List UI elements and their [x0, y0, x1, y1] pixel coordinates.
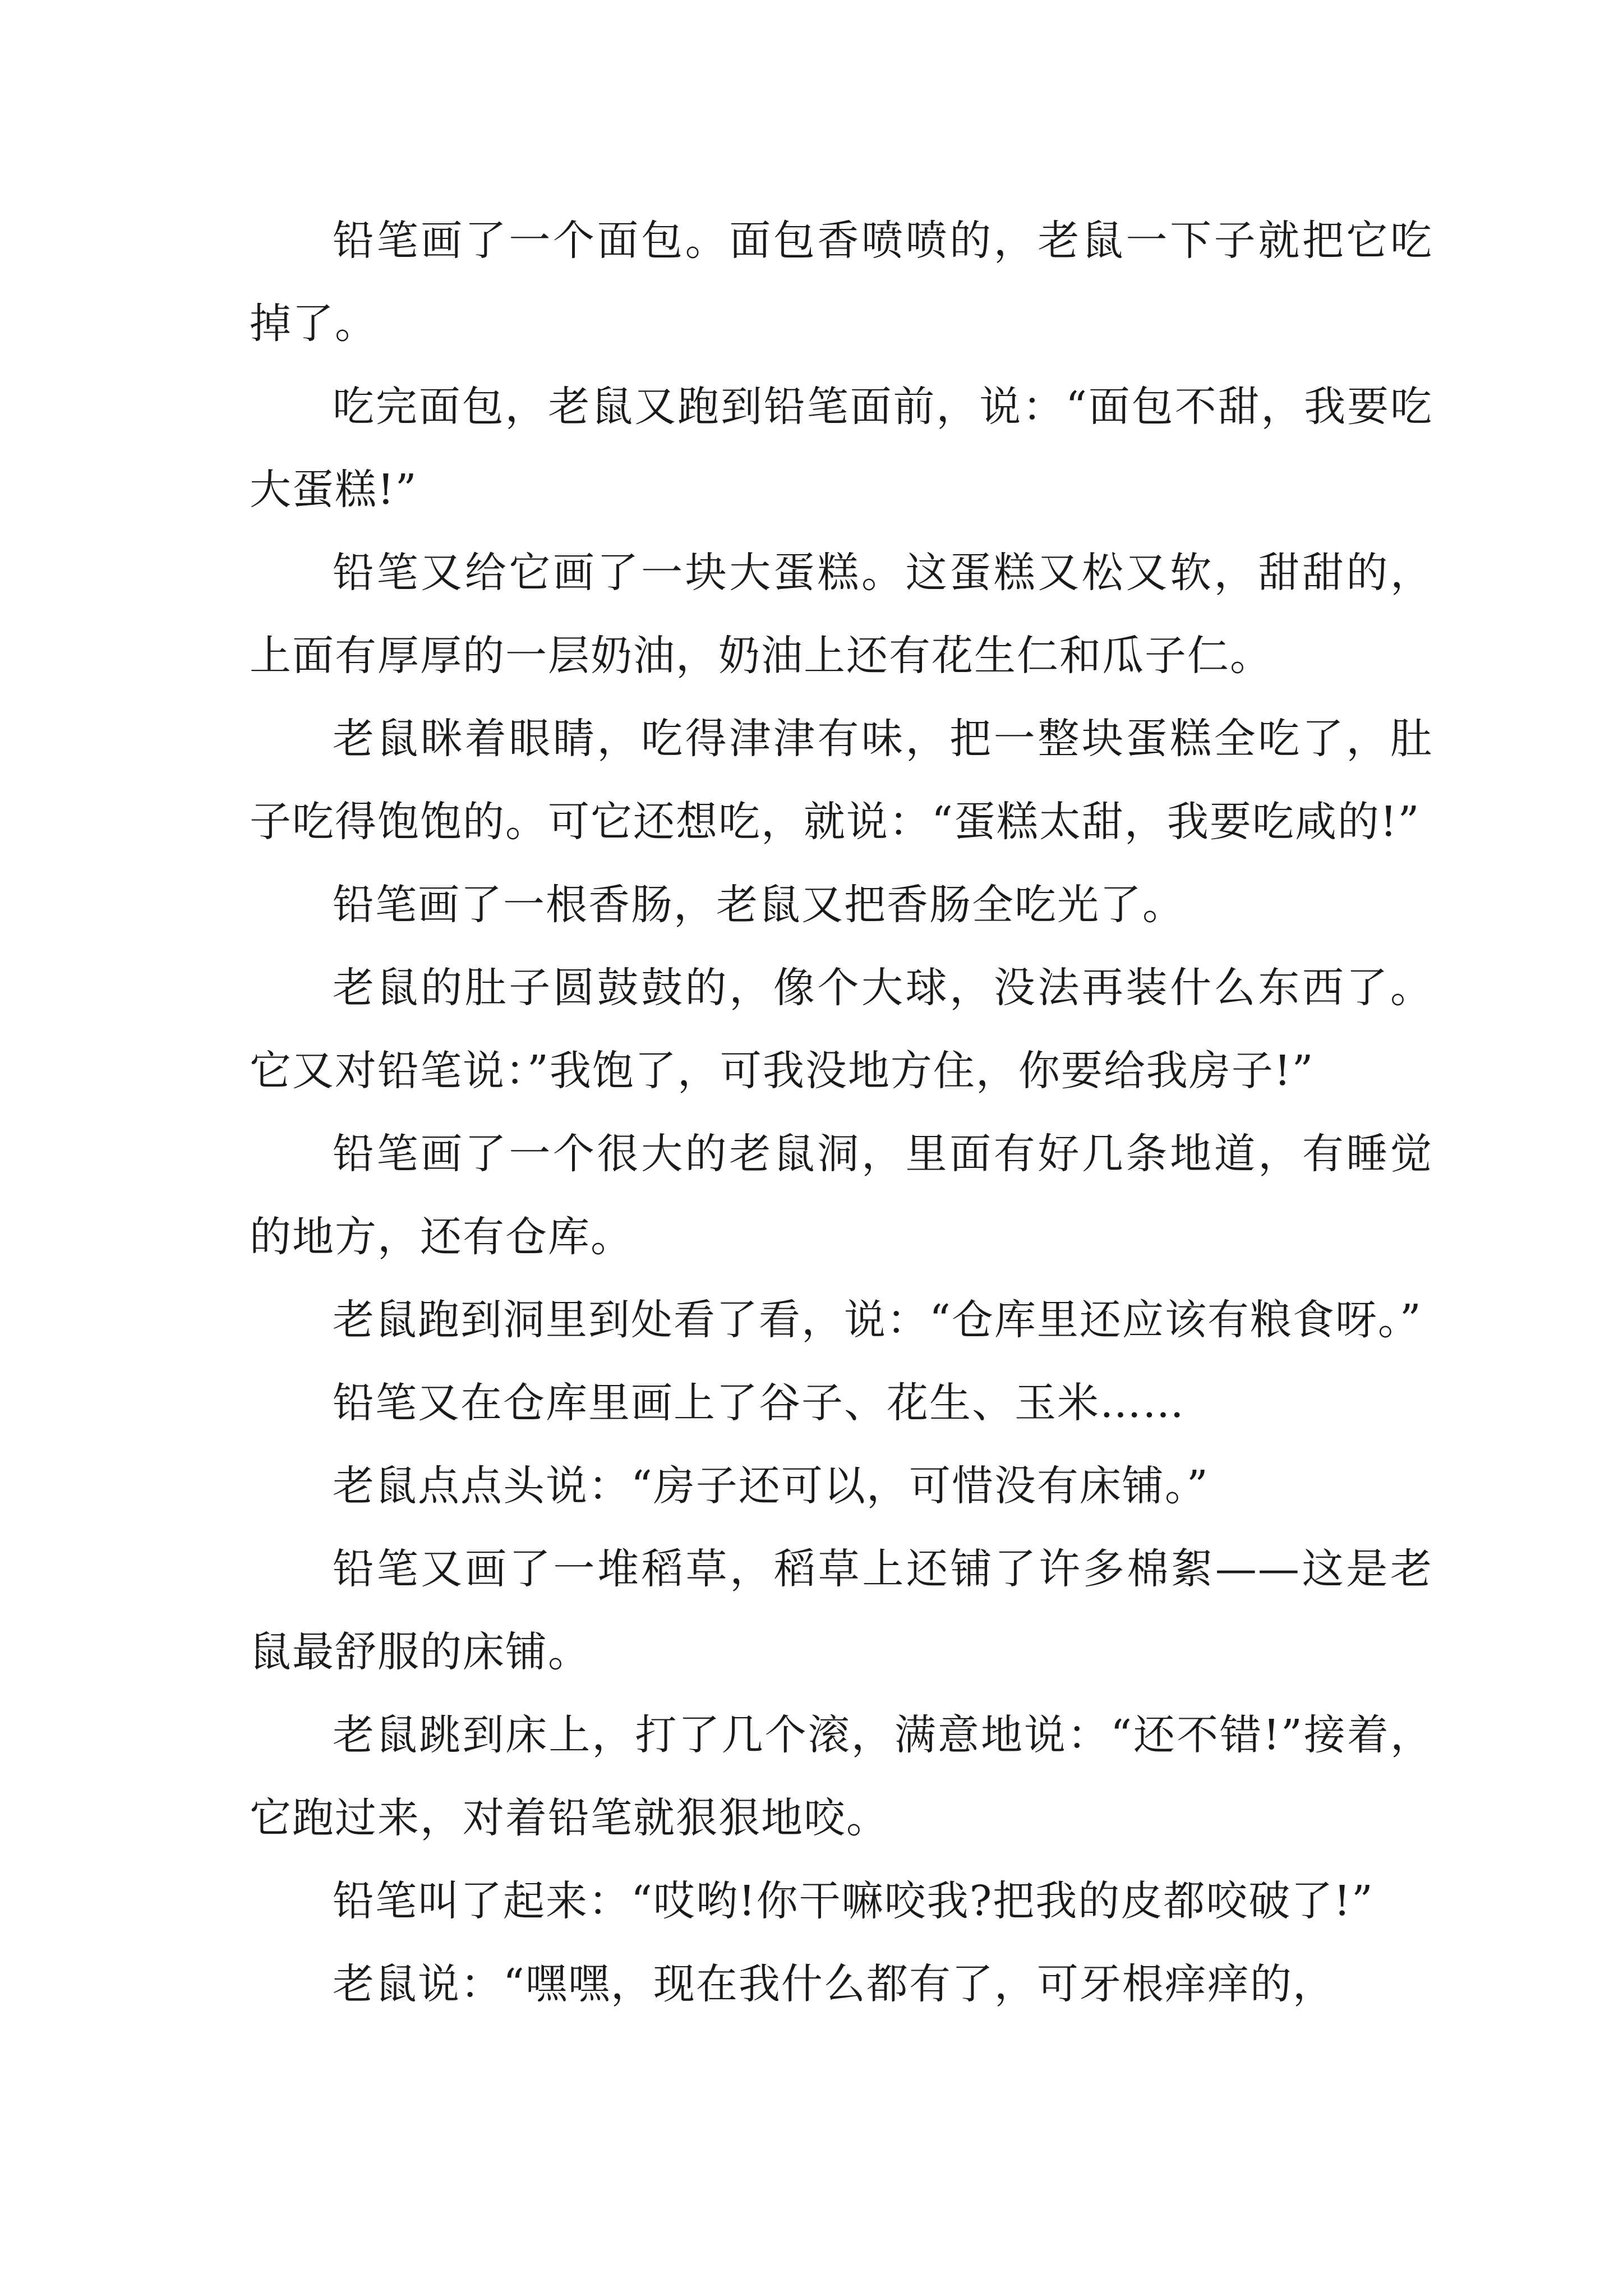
paragraph-4: 老鼠眯着眼睛，吃得津津有味，把一整块蛋糕全吃了，肚子吃得饱饱的。可它还想吃，就说：“蛋糕太甜，我要吃咸的!”	[250, 715, 1433, 846]
paragraph-8: 老鼠跑到洞里到处看了看，说：“仓库里还应该有粮食呀。”	[333, 1296, 1422, 1344]
paragraph-9: 铅笔又在仓库里画上了谷子、花生、玉米……	[333, 1379, 1185, 1427]
paragraph-3: 铅笔又给它画了一块大蛋糕。这蛋糕又松又软，甜甜的，上面有厚厚的一层奶油，奶油上还有花生仁和瓜子仁。	[250, 549, 1433, 680]
paragraph-7: 铅笔画了一个很大的老鼠洞，里面有好几条地道，有睡觉的地方，还有仓库。	[250, 1130, 1433, 1261]
paragraph-1: 铅笔画了一个面包。面包香喷喷的，老鼠一下子就把它吃掉了。	[250, 217, 1433, 348]
paragraph-2: 吃完面包，老鼠又跑到铅笔面前，说：“面包不甜，我要吃大蛋糕!”	[250, 383, 1433, 514]
story-text	[250, 199, 1433, 2026]
paragraph-10: 老鼠点点头说：“房子还可以，可惜没有床铺。”	[333, 1462, 1209, 1510]
paragraph-14: 老鼠说：“嘿嘿，现在我什么都有了，可牙根痒痒的，	[333, 1960, 1335, 2008]
paragraph-6: 老鼠的肚子圆鼓鼓的，像个大球，没法再装什么东西了。它又对铅笔说：”我饱了，可我没地方住，你要给我房子!”	[250, 964, 1433, 1095]
paragraph-11: 铅笔又画了一堆稻草，稻草上还铺了许多棉絮——这是老鼠最舒服的床铺。	[250, 1545, 1433, 1676]
paragraph-5: 铅笔画了一根香肠，老鼠又把香肠全吃光了。	[333, 881, 1185, 929]
paragraph-13: 铅笔叫了起来：“哎哟!你干嘛咬我?把我的皮都咬破了!”	[333, 1877, 1374, 1925]
paragraph-12: 老鼠跳到床上，打了几个滚，满意地说：“还不错!”接着，它跑过来，对着铅笔就狠狠地咬。	[250, 1711, 1433, 1842]
